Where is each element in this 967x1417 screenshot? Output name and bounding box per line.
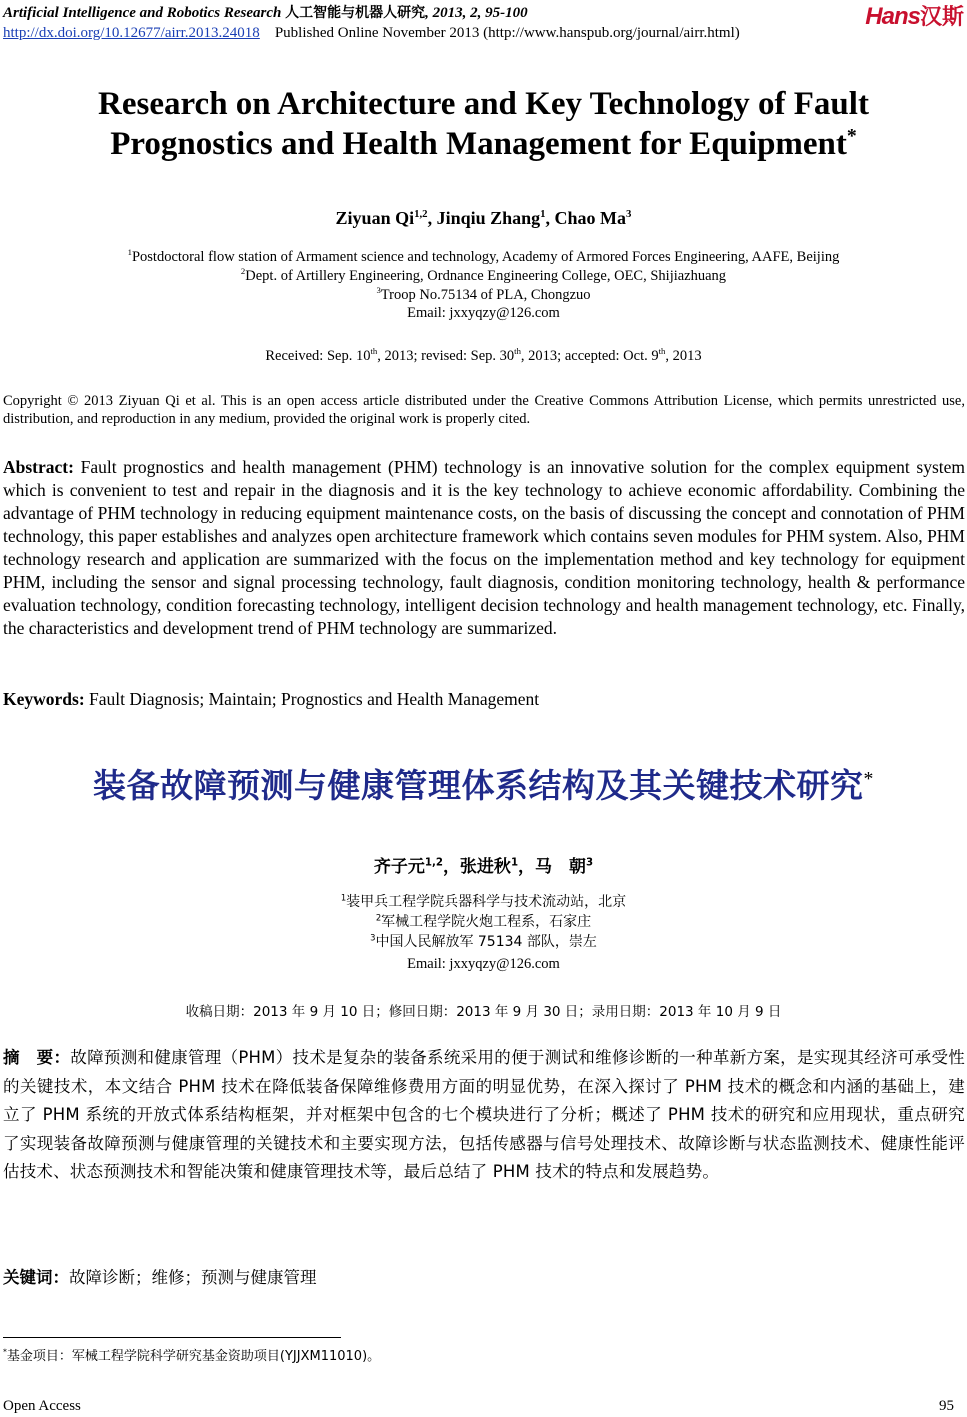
cn-author-email: Email: jxxyqzy@126.com — [407, 956, 560, 972]
published-online: Published Online November 2013 (http://www.hanspub.org/journal/airr.html) — [274, 25, 740, 41]
cn-keywords-text: 故障诊断；维修；预测与健康管理 — [69, 1268, 317, 1287]
title-line-1: Research on Architecture and Key Technology of Fault — [98, 86, 869, 122]
affiliation-1-text: Postdoctoral flow station of Armament science and technology, Academy of Armored Forces Engineering, AAFE, Beijing — [131, 249, 840, 265]
journal-volume: , 2013, 2, 95-100 — [425, 5, 528, 21]
accepted-year: , 2013 — [665, 348, 702, 364]
abstract-text: Fault prognostics and health management (PHM) technology is an innovative solution for the complex equipment system which is convenient to test and repair in the diagnosis and it is the key technology to achieve economic affordability. Combining the advantage of PHM technology in reducing equipment maintenance costs, on the basis of discussing the concept and connotation of PHM technology, this paper establishes and analyzes open architecture framework which contains seven modules for PHM system. Also, PHM technology research and application are summarized with the focus on the implementation method and key technology for equipment PHM, including the sensor and signal processing technology, fault diagnosis, condition monitoring technology, health & performance evaluation technology, condition forecasting technology, intelligent decision technology and health management technology, etc. Finally, the characteristics and development trend of PHM technology are summarized. — [3, 457, 965, 638]
keywords-text: Fault Diagnosis; Maintain; Prognostics and Health Management — [89, 689, 540, 709]
affiliation-3-text: Troop No.75134 of PLA, Chongzuo — [380, 287, 591, 303]
cn-abstract — [3, 1044, 965, 1187]
logo-text-cn: 汉斯 — [919, 5, 964, 30]
cn-abstract-text: 故障预测和健康管理（PHM）技术是复杂的装备系统采用的便于测试和维修诊断的一种革新方案，是实现其经济可承受性的关键技术，本文结合 PHM 技术在降低装备保障维修费用方面的明显优势，在深入探讨了 PHM 技术的概念和内涵的基础上，建立了 PHM 系统的开放式体系结构框架，并对框架中包含的七个模块进行了分析；概述了 PHM 技术的研究和应用现状，重点研究了实现装备故障预测与健康管理的关键技术和主要实现方法，包括传感器与信号处理技术、故障诊断与状态监测技术、健康性能评估技术、状态预测技术和智能决策和健康管理技术等，最后总结了 PHM 技术的特点和发展趋势。 — [3, 1048, 965, 1182]
article-dates — [0, 348, 967, 365]
cn-article-dates: 收稿日期：2013 年 9 月 10 日；修回日期：2013 年 9 月 30 日；录用日期：2013 年 10 月 9 日 — [185, 1004, 782, 1020]
page-number: 95 — [939, 1398, 954, 1414]
keywords — [3, 689, 539, 710]
journal-name-cn: 人工智能与机器人研究 — [285, 5, 426, 21]
hans-logo — [865, 0, 964, 31]
ordinal-suffix: th — [514, 346, 521, 357]
chinese-title-mark: * — [863, 768, 874, 790]
cn-affiliation-3-sup: 3 — [370, 932, 376, 943]
affiliation-1 — [0, 248, 967, 267]
author-list — [0, 208, 967, 229]
affiliation-2-sup: 2 — [240, 266, 246, 277]
affiliation-3-sup: 3 — [376, 285, 381, 296]
affiliation-2-text: Dept. of Artillery Engineering, Ordnance Engineering College, OEC, Shijiazhuang — [245, 268, 727, 284]
cn-affiliation-1 — [0, 893, 967, 912]
author-email: Email: jxxyqzy@126.com — [407, 305, 560, 321]
cn-author-3-sup: 3 — [586, 857, 594, 869]
keywords-label: Keywords: — [3, 689, 85, 709]
ordinal-suffix: th — [658, 346, 666, 357]
cn-affiliation-2 — [0, 913, 967, 932]
logo-text-en: Hans — [865, 3, 920, 30]
affiliation-3 — [0, 286, 967, 305]
abstract — [3, 456, 965, 640]
footnote-text: 基金项目：军械工程学院科学研究基金资助项目(YJJXM11010)。 — [6, 1349, 381, 1364]
cn-affiliation-2-text: 军械工程学院火炮工程系，石家庄 — [381, 914, 592, 930]
cn-affiliation-3 — [0, 933, 967, 952]
footnote-divider — [3, 1337, 341, 1338]
affiliation-1-sup: 1 — [127, 247, 132, 258]
title-line-2: Prognostics and Health Management for Equipment — [110, 126, 847, 162]
journal-name: Artificial Intelligence and Robotics Research — [3, 5, 282, 21]
journal-header — [3, 2, 528, 22]
cn-keywords — [3, 1264, 317, 1288]
chinese-title — [0, 760, 967, 807]
affiliation-2 — [0, 267, 967, 286]
footnote-mark: * — [3, 1347, 7, 1357]
author-1-sup: 1,2 — [414, 208, 428, 220]
author-2: , Jinqiu Zhang — [427, 208, 541, 228]
paper-title — [0, 84, 967, 164]
author-2-sup: 1 — [540, 208, 546, 220]
accepted-date: , 2013; accepted: Oct. 9 — [520, 348, 659, 364]
cn-author-3: ，马 朝 — [518, 857, 587, 877]
cn-abstract-label: 摘 要： — [3, 1048, 71, 1067]
revised-date: , 2013; revised: Sep. 30 — [377, 348, 515, 364]
cn-affiliation-3-text: 中国人民解放军 75134 部队，崇左 — [375, 934, 597, 950]
author-3: , Chao Ma — [545, 208, 627, 228]
abstract-label: Abstract: — [3, 457, 74, 477]
received-date: Received: Sep. 10 — [265, 348, 371, 364]
cn-author-1: 齐子元 — [373, 857, 425, 877]
cn-affiliation-2-sup: 2 — [375, 912, 382, 923]
cn-author-2: ，张进秋 — [442, 857, 511, 877]
ordinal-suffix: th — [370, 346, 378, 357]
chinese-author-list — [0, 852, 967, 877]
author-3-sup: 3 — [626, 208, 632, 220]
cn-keywords-label: 关键词： — [3, 1268, 69, 1287]
cn-affiliation-1-text: 装甲兵工程学院兵器科学与技术流动站，北京 — [346, 894, 627, 910]
open-access-label: Open Access — [3, 1398, 81, 1414]
title-footnote-mark: * — [846, 125, 857, 147]
publication-line — [3, 25, 740, 42]
funding-footnote — [3, 1345, 380, 1364]
doi-link[interactable]: http://dx.doi.org/10.12677/airr.2013.24018 — [3, 25, 260, 41]
copyright-notice: Copyright © 2013 Ziyuan Qi et al. This is an open access article distributed under the Creative Commons Attribution License, which permits unrestricted use, distribution, and reproduction in any medium, provided the original work is properly cited. — [3, 393, 965, 427]
chinese-title-text: 装备故障预测与健康管理体系结构及其关键技术研究 — [93, 766, 864, 805]
cn-affiliation-1-sup: 1 — [340, 892, 347, 903]
author-1: Ziyuan Qi — [335, 208, 415, 228]
cn-author-2-sup: 1 — [510, 857, 519, 869]
cn-author-1-sup: 1,2 — [424, 857, 443, 869]
